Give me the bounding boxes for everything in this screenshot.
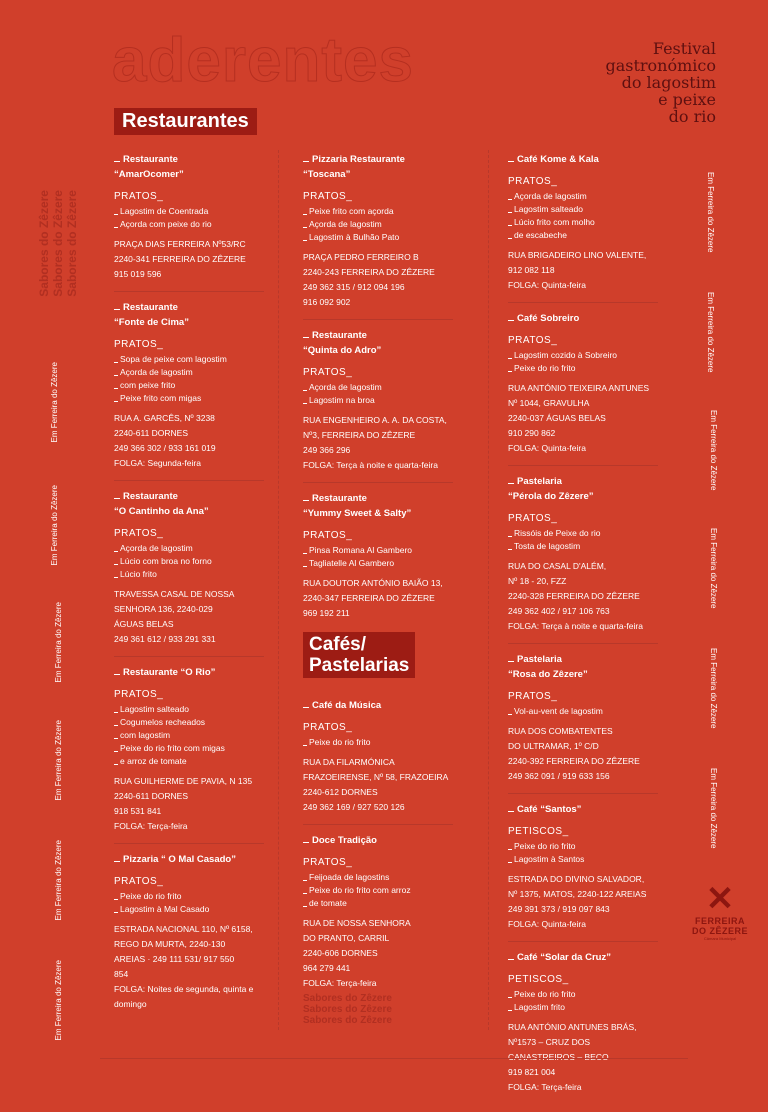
list-item <box>303 328 453 483</box>
list-item <box>303 491 453 630</box>
side-label: Em Ferreira do Zêzere <box>709 768 718 849</box>
side-label: Em Ferreira do Zêzere <box>50 485 59 566</box>
dish-list: Pinsa Romana Al Gambero Tagliatelle Al Gambero <box>303 544 453 570</box>
sabores-line: Sabores do Zêzere <box>65 190 79 297</box>
entry-info: ESTRADA DO DIVINO SALVADOR, Nº 1375, MATOS, 2240-122 AREIAS 249 391 373 / 919 097 843 FOLGA: Quinta-feira <box>508 874 647 929</box>
entry-subheading: PRATOS_ <box>114 689 164 700</box>
entry-name: Restaurante “Quinta do Adro” <box>303 330 382 356</box>
sabores-side-text <box>37 190 79 297</box>
entry-subheading: PRATOS_ <box>303 857 353 868</box>
list-item <box>508 474 658 644</box>
entry-info: RUA BRIGADEIRO LINO VALENTE, 912 082 118 FOLGA: Quinta-feira <box>508 250 647 290</box>
side-label: Em Ferreira do Zêzere <box>709 410 718 491</box>
entry-name: Pastelaria “Pérola do Zêzere” <box>508 476 594 502</box>
entry-subheading: PRATOS_ <box>114 876 164 887</box>
entry-info: RUA DOUTOR ANTÓNIO BAIÃO 13, 2240-347 FERREIRA DO ZÊZERE 969 192 211 <box>303 578 443 618</box>
list-item <box>508 802 658 942</box>
dish-list: Peixe do rio frito Lagostim frito <box>508 988 658 1014</box>
entry-name: Restaurante “Yummy Sweet & Salty” <box>303 493 412 519</box>
entry-name: Doce Tradição <box>303 833 453 848</box>
entry-info: RUA GUILHERME DE PAVIA, N 135 2240-611 DORNES 918 531 841 FOLGA: Terça-feira <box>114 776 253 831</box>
entry-info: RUA ANTÓNIO TEIXEIRA ANTUNES Nº 1044, GRAVULHA 2240-037 ÁGUAS BELAS 910 290 862 FOLGA: Quinta-feira <box>508 383 650 453</box>
entry-info: PRAÇA DIAS FERREIRA Nº53/RC 2240-341 FERREIRA DO ZÊZERE 915 019 596 <box>114 239 246 279</box>
list-item <box>114 489 264 657</box>
dish-list: Açorda de lagostim Lúcio com broa no forno Lúcio frito <box>114 542 264 581</box>
entry-info: RUA ANTÓNIO ANTUNES BRÁS, Nº1573 – CRUZ DOS CANASTREIROS – BECO 919 821 004 FOLGA: Terça-feira <box>508 1022 637 1092</box>
entry-info: ESTRADA NACIONAL 110, Nº 6158, REGO DA MURTA, 2240-130 AREIAS · 249 111 531/ 917 550 854 FOLGA: Noites de segunda, quinta e domingo <box>114 924 254 1009</box>
entry-subheading: PRATOS_ <box>303 530 353 541</box>
dish-list: Peixe do rio frito <box>303 736 453 749</box>
sabores-line: Sabores do Zêzere <box>51 190 65 297</box>
column-1 <box>114 152 264 1029</box>
dish-list: Vol-au-vent de lagostim <box>508 705 658 718</box>
bottom-divider <box>100 1058 688 1059</box>
festival-line: e peixe <box>658 90 716 109</box>
list-item <box>114 152 264 292</box>
list-item <box>303 698 453 825</box>
entry-name: Café Sobreiro <box>508 311 658 326</box>
ferreira-logo: ✕ FERREIRA DO ZÊZERE Câmara Municipal <box>691 880 748 941</box>
entry-name: Pizzaria “ O Mal Casado” <box>114 852 264 867</box>
entry-subheading: PRATOS_ <box>508 176 558 187</box>
entry-subheading: PRATOS_ <box>508 691 558 702</box>
entry-subheading: PRATOS_ <box>303 191 353 202</box>
entry-name: Café da Música <box>303 698 453 713</box>
entry-info: RUA ENGENHEIRO A. A. DA COSTA, Nº3, FERREIRA DO ZÊZERE 249 366 296 FOLGA: Terça à noite e quarta-feira <box>303 415 447 470</box>
entry-info: PRAÇA PEDRO FERREIRO B 2240-243 FERREIRA DO ZÊZERE 249 362 315 / 912 094 196 916 092 902 <box>303 252 435 307</box>
side-label: Em Ferreira do Zêzere <box>54 602 63 683</box>
list-item <box>508 152 658 303</box>
list-item <box>508 950 658 1104</box>
list-item <box>303 833 453 1000</box>
entry-name: Café “Solar da Cruz” <box>508 950 658 965</box>
dish-list: Peixe do rio frito Lagostim à Mal Casado <box>114 890 264 916</box>
side-label: Em Ferreira do Zêzere <box>54 960 63 1041</box>
side-label: Em Ferreira do Zêzere <box>709 648 718 729</box>
entry-subheading: PRATOS_ <box>303 367 353 378</box>
entry-subheading: PRATOS_ <box>114 339 164 350</box>
dish-list: Peixe do rio frito Lagostim à Santos <box>508 840 658 866</box>
aderentes-title: aderentes <box>112 26 414 95</box>
entry-name: Restaurante “AmarOcomer” <box>114 154 184 180</box>
entry-name: Café “Santos” <box>508 802 658 817</box>
column-divider <box>488 150 489 1030</box>
column-2-cafes <box>303 698 453 1008</box>
entry-name: Restaurante “O Rio” <box>114 665 264 680</box>
entry-subheading: PRATOS_ <box>508 335 558 346</box>
entry-name: Pastelaria “Rosa do Zêzere” <box>508 654 588 680</box>
entry-info: RUA A. GARCÊS, Nº 3238 2240-611 DORNES 249 366 302 / 933 161 019 FOLGA: Segunda-feira <box>114 413 216 468</box>
side-label: Em Ferreira do Zêzere <box>50 362 59 443</box>
dish-list: Sopa de peixe com lagostim Açorda de lagostim com peixe frito Peixe frito com migas <box>114 353 264 405</box>
dish-list: Açorda de lagostim Lagostim na broa <box>303 381 453 407</box>
entry-info: RUA DE NOSSA SENHORA DO PRANTO, CARRIL 2240-606 DORNES 964 279 441 FOLGA: Terça-feira <box>303 918 411 988</box>
list-item <box>303 152 453 320</box>
column-divider <box>278 150 279 1030</box>
sabores-bottom-text: Sabores do Zêzere Sabores do Zêzere Sabores do Zêzere <box>303 993 392 1026</box>
entry-subheading: PRATOS_ <box>508 513 558 524</box>
dish-list: Açorda de lagostim Lagostim salteado Lúcio frito com molho de escabeche <box>508 190 658 242</box>
entry-subheading: PETISCOS_ <box>508 974 569 985</box>
dish-list: Rissóis de Peixe do rio Tosta de lagostim <box>508 527 658 553</box>
festival-line: do rio <box>668 107 716 126</box>
side-label: Em Ferreira do Zêzere <box>54 720 63 801</box>
side-label: Em Ferreira do Zêzere <box>709 528 718 609</box>
entry-subheading: PRATOS_ <box>114 191 164 202</box>
side-label: Em Ferreira do Zêzere <box>54 840 63 921</box>
list-item <box>508 311 658 466</box>
dish-list: Lagostim salteado Cogumelos recheados com lagostim Peixe do rio frito com migas e arroz de tomate <box>114 703 264 768</box>
entry-subheading: PRATOS_ <box>114 528 164 539</box>
entry-name: Restaurante “O Cantinho da Ana” <box>114 491 209 517</box>
restaurantes-heading: Restaurantes <box>114 108 257 135</box>
festival-line: do lagostim <box>621 73 716 92</box>
cafes-heading: Cafés/ Pastelarias <box>303 632 415 678</box>
dish-list: Feijoada de lagostins Peixe do rio frito com arroz de tomate <box>303 871 453 910</box>
list-item <box>114 852 264 1021</box>
side-label: Em Ferreira do Zêzere <box>706 292 715 373</box>
cross-logo-icon: ✕ <box>705 880 735 918</box>
festival-line: Festival <box>652 39 716 58</box>
entry-info: RUA DO CASAL D'ALÉM, Nº 18 - 20, FZZ 2240-328 FERREIRA DO ZÊZERE 249 362 402 / 917 106 763 FOLGA: Terça à noite e quarta-feira <box>508 561 643 631</box>
sabores-line: Sabores do Zêzere <box>37 190 51 297</box>
entry-info: RUA DA FILARMÓNICA FRAZOEIRENSE, Nº 58, FRAZOEIRA 2240-612 DORNES 249 362 169 / 927 520 126 <box>303 757 449 812</box>
list-item <box>508 652 658 794</box>
entry-info: RUA DOS COMBATENTES DO ULTRAMAR, 1º C/D 2240-392 FERREIRA DO ZÊZERE 249 362 091 / 919 633 156 <box>508 726 640 781</box>
entry-name: Pizzaria Restaurante “Toscana” <box>303 154 405 180</box>
entry-info: TRAVESSA CASAL DE NOSSA SENHORA 136, 2240-029 ÁGUAS BELAS 249 361 612 / 933 291 331 <box>114 589 235 644</box>
festival-title <box>605 40 716 125</box>
dish-list: Lagostim de Coentrada Açorda com peixe do rio <box>114 205 264 231</box>
side-label: Em Ferreira do Zêzere <box>706 172 715 253</box>
entry-subheading: PRATOS_ <box>303 722 353 733</box>
dish-list: Lagostim cozido à Sobreiro Peixe do rio frito <box>508 349 658 375</box>
festival-line: gastronómico <box>605 56 716 75</box>
column-3 <box>508 152 658 1112</box>
entry-subheading: PETISCOS_ <box>508 826 569 837</box>
entry-name: Restaurante “Fonte de Cima” <box>114 302 189 328</box>
column-2 <box>303 152 453 638</box>
dish-list: Peixe frito com açorda Açorda de lagostim Lagostim à Bulhão Pato <box>303 205 453 244</box>
list-item <box>114 300 264 481</box>
list-item <box>114 665 264 844</box>
entry-name: Café Kome & Kala <box>508 152 658 167</box>
